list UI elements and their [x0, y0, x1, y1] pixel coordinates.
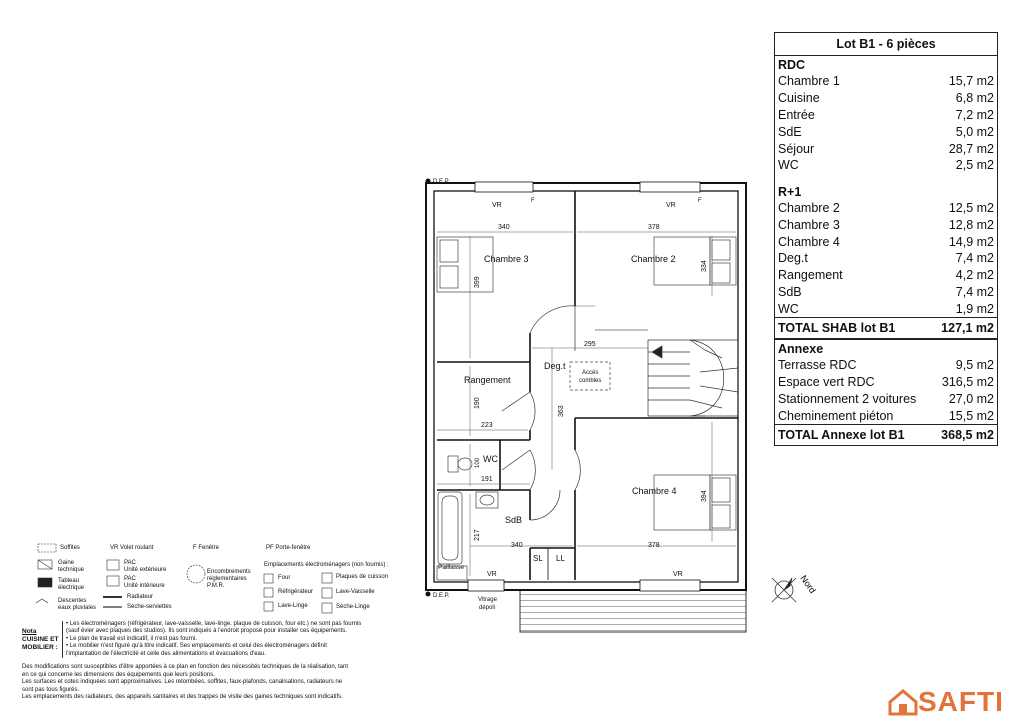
legend-enc-2: réglementaires: [207, 576, 247, 582]
label-dep-bot: D.E.P.: [433, 593, 450, 599]
wc-toilet: [448, 456, 472, 472]
note-line: Les surfaces et cotes indiquées sont approximatives. Les retombées, soffites, faux-plafonds, canalisations, radiateurs ne: [22, 679, 343, 686]
area-row-name: Cheminement piéton: [778, 408, 894, 423]
pac-ue-icon: [107, 560, 119, 570]
dim-100: 100: [475, 457, 481, 468]
legend-emplacements: Emplacements électroménagers (non fournis) :: [264, 562, 389, 568]
room-chambre4: Chambre 4: [632, 486, 677, 496]
area-row-name: Stationnement 2 voitures: [778, 391, 917, 406]
area-row: [775, 107, 997, 124]
room-wc: WC: [483, 454, 498, 464]
area-row: [775, 140, 997, 157]
total-shab-label: TOTAL SHAB lot B1: [778, 321, 896, 336]
area-row-value: 6,8 m2: [955, 91, 994, 106]
section-annexe: Annexe: [778, 342, 824, 356]
nota-item: • Le mobilier n'est figuré qu'à titre indicatif. Ses emplacements et celui des électroménagers définit: [66, 643, 327, 650]
legend-pac-ue: [124, 560, 166, 574]
label-ll: LL: [556, 554, 565, 563]
bathtub: [438, 492, 462, 564]
nota-list: [62, 621, 406, 658]
dim-190: 190: [474, 397, 481, 409]
disclaimer-notes: [22, 664, 407, 702]
total-shab-value: 127,1 m2: [941, 321, 994, 336]
legend-tableau-2: électrique: [58, 585, 85, 591]
area-row: [775, 157, 997, 174]
legend-pac-ui-1: PAC: [124, 576, 136, 582]
legend-tableau: [58, 578, 84, 592]
room-degt: Deg.t: [544, 361, 566, 371]
nota-title-1: Nota: [22, 628, 37, 635]
total-annexe-row: [775, 424, 997, 445]
nota-title-3: MOBILIER :: [22, 644, 58, 651]
staircase: [648, 340, 738, 416]
annexe-table: [774, 339, 998, 446]
label-vr-bot1: VR: [487, 571, 497, 578]
area-row-value: 12,5 m2: [948, 201, 994, 216]
note-line: sont pas tous figurés.: [22, 686, 80, 693]
safti-logo: [888, 686, 1004, 718]
room-sdb: SdB: [505, 515, 523, 525]
area-row-name: Deg.t: [778, 251, 808, 266]
label-vr-top1: VR: [492, 202, 502, 209]
total-shab-row: [775, 317, 997, 338]
dim-399: 399: [474, 276, 481, 288]
dim-334: 334: [701, 260, 708, 272]
nota-title: [22, 628, 62, 652]
area-row-value: 14,9 m2: [948, 234, 994, 249]
dim-340-top: 340: [498, 224, 510, 231]
room-rangement: Rangement: [464, 375, 511, 385]
area-row-value: 15,5 m2: [948, 408, 994, 423]
section-rdc: RDC: [778, 58, 806, 72]
legend-descentes: [58, 598, 96, 612]
area-row: [775, 90, 997, 107]
dimension-lines: [437, 232, 736, 576]
total-annexe-value: 368,5 m2: [941, 428, 994, 443]
label-combles: combles: [579, 378, 602, 384]
lavevaisselle-icon: [322, 588, 332, 598]
tableau-symbol-icon: [38, 578, 52, 587]
area-row-name: Chambre 2: [778, 201, 840, 216]
area-row-name: Terrasse RDC: [778, 358, 857, 373]
area-row-value: 1,9 m2: [955, 301, 994, 316]
dim-363: 363: [558, 405, 565, 417]
area-row: [775, 374, 997, 391]
legend-enc-3: P.M.R.: [207, 583, 225, 589]
legend-enc-1: Encombrements: [207, 569, 251, 575]
label-f-top2: F: [698, 198, 702, 204]
sink: [476, 492, 498, 508]
dim-223: 223: [481, 422, 493, 429]
bed-chambre4: [654, 475, 736, 530]
sechelinge-icon: [322, 603, 332, 613]
label-nord: Nord: [798, 573, 818, 596]
area-row-name: Chambre 4: [778, 234, 840, 249]
area-row: [775, 73, 997, 90]
dim-295: 295: [584, 341, 596, 348]
legend-lavevaisselle: Lave-Vaisselle: [336, 589, 375, 595]
refrig-icon: [264, 588, 273, 597]
area-row-value: 7,4 m2: [955, 284, 994, 299]
area-row: [775, 233, 997, 250]
area-row-value: 27,0 m2: [948, 391, 994, 406]
area-row-value: 316,5 m2: [941, 375, 994, 390]
section-r1: R+1: [778, 184, 802, 199]
area-row: [775, 284, 997, 301]
legend-pac-ue-1: PAC: [124, 560, 136, 566]
nota-item: l'implantation de l'électricité et celle des alimentations et évacuations d'eau.: [66, 650, 266, 657]
legend-tableau-1: Tableau: [58, 578, 80, 584]
area-row-name: SdE: [778, 124, 802, 139]
legend-soffites: Soffites: [60, 545, 80, 551]
north-arrow-icon: [772, 578, 796, 602]
section-spacer: [775, 174, 997, 183]
plaques-icon: [322, 573, 332, 583]
legend-refrig: Réfrigérateur: [278, 589, 314, 595]
note-line: Des modifications sont susceptibles d'être apportées à ce plan en fonction des nécessités techniques de la réalisation, tant: [22, 664, 349, 670]
area-row-name: WC: [778, 301, 799, 316]
logo-text: SAFTI: [918, 686, 1004, 717]
legend-plaques: Plaques de cuisson: [336, 574, 389, 580]
area-row: [775, 123, 997, 140]
area-row: [775, 200, 997, 217]
legend-gaine-2: technique: [58, 567, 85, 573]
area-row: [775, 357, 997, 374]
area-row-name: Espace vert RDC: [778, 375, 875, 390]
legend-pac-ui-2: Unité intérieure: [124, 583, 165, 589]
legend-pac-ue-2: Unité extérieure: [124, 567, 167, 573]
attic-access: [570, 362, 610, 390]
nota-item: • Le plan de travail est indicatif, il n'est pas fourni.: [66, 635, 197, 642]
label-f-top1: F: [531, 198, 535, 204]
nota-item: (sauf évier avec plaques des studios). Ils sont indiqués à l'endroit proposé pour installer ces équipements.: [66, 628, 347, 635]
area-row-value: 9,5 m2: [955, 358, 994, 373]
area-row-value: 15,7 m2: [948, 74, 994, 89]
label-vr-bot2: VR: [673, 571, 683, 578]
area-row-name: Rangement: [778, 268, 843, 283]
surface-table: [774, 32, 998, 339]
area-row-name: SdB: [778, 284, 802, 299]
legend-gaine: [58, 560, 84, 574]
terrace-hatch: [520, 590, 746, 632]
pmr-circle-icon: [187, 565, 205, 583]
legend-descentes-2: eaux pluviales: [58, 605, 97, 611]
legend-four: Four: [278, 575, 291, 581]
dim-217: 217: [474, 529, 481, 541]
label-depoli: dépoli: [479, 605, 496, 611]
door-swings: [502, 306, 595, 520]
area-row: [775, 216, 997, 233]
legend-seche: Sèche-serviettes: [127, 604, 172, 610]
area-row-name: Séjour: [778, 141, 815, 156]
rdc-rows: [775, 73, 997, 174]
room-chambre2: Chambre 2: [631, 254, 676, 264]
house-logo-icon: [888, 688, 918, 716]
label-sl: SL: [533, 554, 543, 563]
area-row: [775, 391, 997, 408]
lavelinge-icon: [264, 602, 273, 611]
legend-gaine-1: Gaine: [58, 560, 75, 566]
area-row-value: 7,4 m2: [955, 251, 994, 266]
label-dep-top: D.E.P.: [433, 179, 450, 185]
dim-394: 394: [701, 490, 708, 502]
table-title: Lot B1 - 6 pièces: [775, 33, 997, 56]
note-line: en ce qui concerne les dimensions des équipements que leurs positions.: [22, 671, 215, 678]
nota-title-2: CUISINE ET: [22, 636, 59, 643]
annexe-rows: [775, 357, 997, 424]
area-row: [775, 250, 997, 267]
legend-porte: PF Porte-fenêtre: [266, 545, 311, 551]
legend-sechelinge: Sèche-Linge: [336, 604, 370, 610]
r1-rows: [775, 200, 997, 317]
interior-walls: [437, 191, 738, 580]
soffite-symbol-icon: [38, 544, 56, 552]
note-line: Les emplacements des radiateurs, des appareils sanitaires et des trappes de visite des gaines techniques sont indicatifs.: [22, 694, 343, 701]
legend-radiateur: Radiateur: [127, 594, 154, 600]
area-row: [775, 407, 997, 424]
dim-378-top: 378: [648, 224, 660, 231]
total-annexe-label: TOTAL Annexe lot B1: [778, 428, 905, 443]
four-icon: [264, 574, 273, 583]
label-vitrage: Vitrage: [478, 597, 497, 603]
area-row-name: Chambre 1: [778, 74, 840, 89]
bed-chambre3: [437, 237, 493, 292]
dim-378-bot: 378: [648, 542, 660, 549]
area-row-name: Cuisine: [778, 91, 820, 106]
area-row-value: 2,5 m2: [955, 158, 994, 173]
pac-ui-icon: [107, 576, 119, 586]
dim-191: 191: [481, 476, 493, 483]
label-acces: Accès: [582, 370, 599, 376]
area-row-name: Entrée: [778, 107, 815, 122]
legend-lavelinge: Lave-Linge: [278, 603, 308, 609]
legend-pac-ui: [124, 576, 165, 590]
room-chambre3: Chambre 3: [484, 254, 529, 264]
area-row: [775, 300, 997, 317]
label-paillasse: Paillasse: [438, 564, 465, 571]
legend-fenetre: F Fenêtre: [193, 545, 220, 551]
area-row-value: 28,7 m2: [948, 141, 994, 156]
area-row-value: 4,2 m2: [955, 268, 994, 283]
nota-item: • Les électroménagers (réfrigérateur, lave-vaisselle, lave-linge, plaque de cuisson, four etc.) ne sont pas fournis: [66, 621, 362, 627]
area-row-value: 5,0 m2: [955, 124, 994, 139]
exterior-walls: [426, 183, 746, 590]
label-vr-top2: VR: [666, 202, 676, 209]
area-row: [775, 267, 997, 284]
legend-descentes-1: Descentes: [58, 598, 87, 604]
legend-volet: VR Volet roulant: [110, 545, 154, 551]
area-row-name: WC: [778, 158, 799, 173]
area-row-value: 12,8 m2: [948, 217, 994, 232]
descente-symbol-icon: [36, 599, 48, 603]
dim-340-bot: 340: [511, 542, 523, 549]
area-row-value: 7,2 m2: [955, 107, 994, 122]
legend-encombrements: [207, 569, 251, 590]
area-row-name: Chambre 3: [778, 217, 840, 232]
